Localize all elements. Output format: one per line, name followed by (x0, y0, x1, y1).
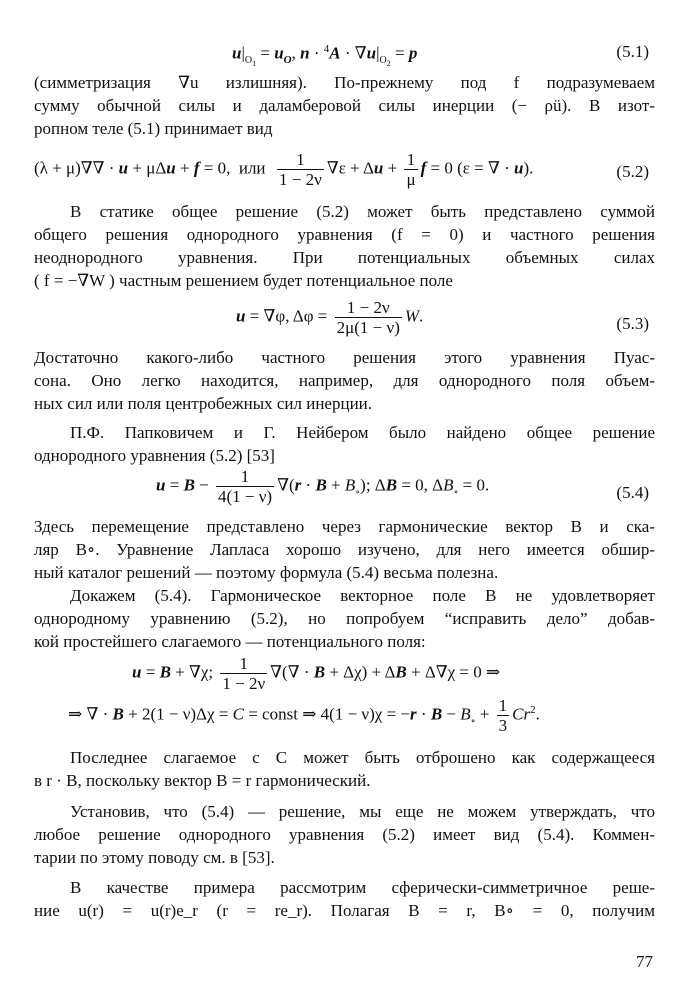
paragraph-line: В статике общее решение (5.2) может быть представлено суммой (70, 202, 655, 221)
paragraph-line: однородному уравнению (5.2), но попробуем “исправить дело” добав- (34, 609, 655, 628)
paragraph-line: Здесь перемещение представлено через гармонические вектор B и ска- (34, 517, 655, 536)
paragraph-line: однородного уравнения (5.2) [53] (34, 446, 275, 465)
equation-5-1: $u|_{O_1} = u_O$, $n \cdot ^4A \cdot \nabla u|_{O_2} = p$ (232, 43, 418, 69)
paragraph-line: П.Ф. Папковичем и Г. Нейбером было найдено общее решение (70, 423, 655, 442)
paragraph-line: В качестве примера рассмотрим сферически-симметричное реше- (70, 878, 655, 897)
page-number: 77 (636, 952, 653, 971)
equation-number-5-4: (5.4) (616, 483, 649, 502)
paragraph-line: любое решение однородного уравнения (5.2) имеет вид (5.4). Коммен- (34, 825, 655, 844)
equation-proof-1: u = B + ∇χ; $\frac{1}{1 - 2\nu}$ ∇(∇ · B + Δχ) + ΔB + Δ∇χ = 0 ⇒ (132, 654, 501, 693)
paragraph-line: сумму обычной силы и даламберовой силы инерции (− ρü). В изот- (34, 96, 655, 115)
equation-5-2: (λ + μ)∇∇ · u + μΔu + f = 0, или $\frac{1}{1 - 2\nu}$ ∇ε + Δu + $\frac{1}{\mu}$ f = 0 (ε = ∇ · u). (34, 150, 534, 189)
paragraph-line: ный каталог решений — поэтому формула (5.4) весьма полезна. (34, 563, 499, 582)
paragraph-line: кой простейшего слагаемого — потенциального поля: (34, 632, 426, 651)
paragraph-line: в r · B, поскольку вектор B = r гармонический. (34, 771, 371, 790)
paragraph-line: ляр B∘. Уравнение Лапласа хорошо изучено, для него имеется обшир- (34, 540, 655, 559)
paragraph-line: Последнее слагаемое с C может быть отброшено как содержащееся (70, 748, 655, 767)
paragraph-line: Докажем (5.4). Гармоническое векторное поле B не удовлетворяет (70, 586, 655, 605)
paragraph-line: сона. Оно легко находится, например, для однородного поля объем- (34, 371, 655, 390)
paragraph-line: ных сил или поля центробежных сил инерции. (34, 394, 373, 413)
paragraph-line: неоднородного уравнения. При потенциальных объемных силах (34, 248, 655, 267)
paragraph-line: Достаточно какого-либо частного решения этого уравнения Пуас- (34, 348, 655, 367)
paragraph-line: тарии по этому поводу см. в [53]. (34, 848, 275, 867)
paragraph-line: ропном теле (5.1) принимает вид (34, 119, 273, 138)
equation-number-5-2: (5.2) (616, 162, 649, 181)
equation-number-5-1: (5.1) (616, 42, 649, 61)
paragraph-line: ние u(r) = u(r)e_r (r = re_r). Полагая B = r, B∘ = 0, получим (34, 901, 655, 920)
equation-proof-2: ⇒ ∇ · B + 2(1 − ν)Δχ = C = const ⇒ $4(1 - \nu)\chi = -r \cdot B - B_\circ$ + $\frac{1}{3}$ Cr$^2$. (68, 696, 540, 735)
equation-number-5-3: (5.3) (616, 314, 649, 333)
paragraph-line: общего решения однородного уравнения (f = 0) и частного решения (34, 225, 655, 244)
paragraph-line: (симметризация ∇u излишняя). По-прежнему под f подразумеваем (34, 73, 655, 92)
equation-5-4: u = B − $\frac{1}{4(1 - \nu)}$ $\nabla(r \cdot B + B_\circ)$; ΔB = 0, $\Delta B_\circ = 0$. (156, 467, 490, 506)
equation-5-3: u = ∇φ, Δφ = $\frac{1 - 2\nu}{2\mu(1 - \nu)}$ W. (236, 298, 424, 337)
paragraph-line: ( f = −∇W ) частным решением будет потенциальное поле (34, 271, 453, 290)
paragraph-line: Установив, что (5.4) — решение, мы еще не можем утверждать, что (70, 802, 655, 821)
